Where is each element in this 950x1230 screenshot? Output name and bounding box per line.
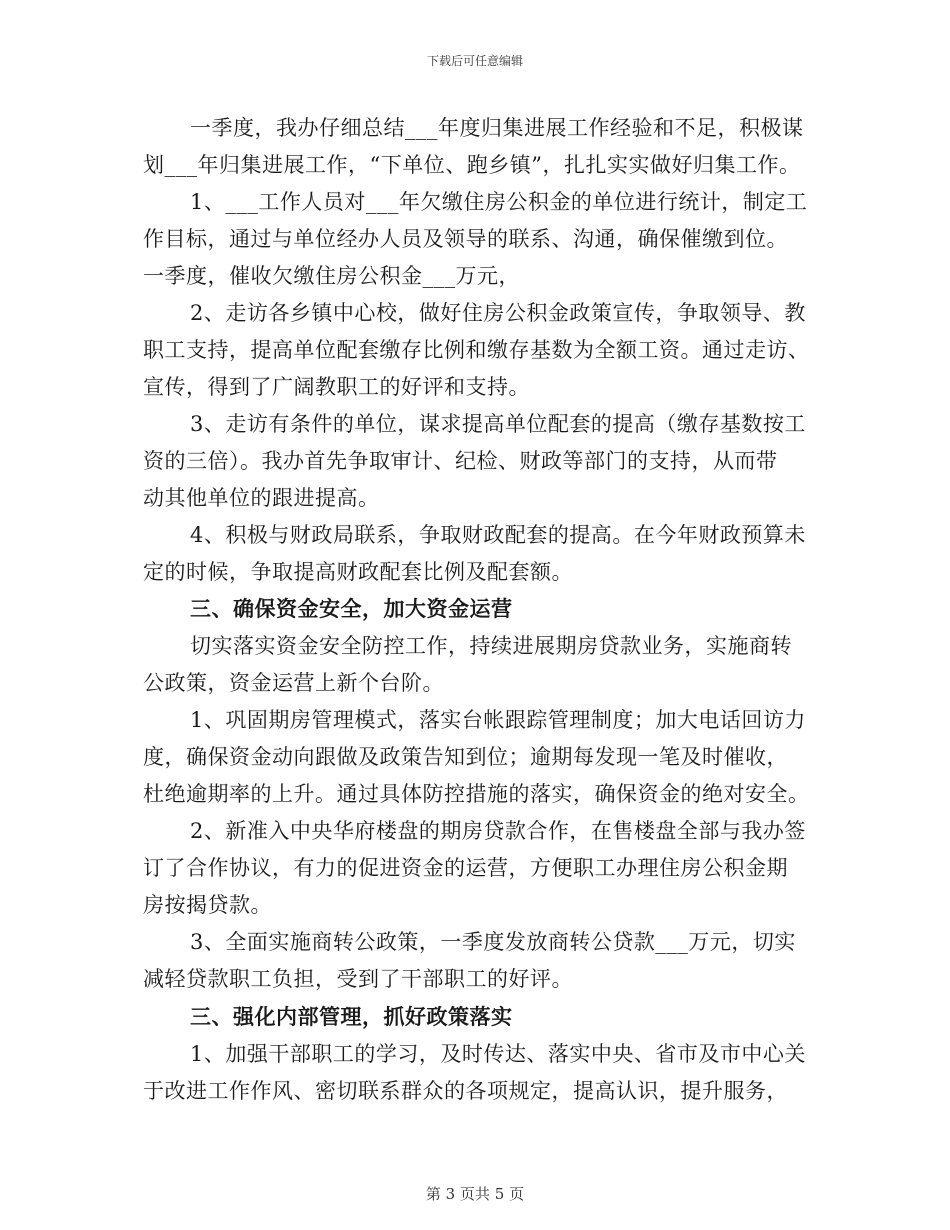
text-line: 公政策，资金运营上新个台阶。 xyxy=(143,671,444,695)
text-line: 作目标，通过与单位经办人员及领导的联系、沟通，确保催缴到位。 xyxy=(143,227,788,251)
text-line: 3、全面实施商转公政策，一季度发放商转公贷款___万元，切实 xyxy=(190,930,796,954)
text-line: 2、走访各乡镇中心校，做好住房公积金政策宣传，争取领导、教 xyxy=(190,301,806,325)
text-line: 1、___工作人员对___年欠缴住房公积金的单位进行统计，制定工 xyxy=(190,190,808,214)
text-line: 2、新准入中央华府楼盘的期房贷款合作，在售楼盘全部与我办签 xyxy=(190,819,806,843)
text-line: 职工支持，提高单位配套缴存比例和缴存基数为全额工资。通过走访、 xyxy=(143,338,810,362)
text-line: 资的三倍）。我办首先争取审计、纪检、财政等部门的支持，从而带 xyxy=(143,449,778,473)
text-line: 划___年归集进展工作，“下单位、跑乡镇”，扎扎实实做好归集工作。 xyxy=(143,153,801,177)
text-line: 宣传，得到了广阔教职工的好评和支持。 xyxy=(143,375,530,399)
section-heading: 三、确保资金安全，加大资金运营 xyxy=(190,596,513,621)
text-line: 一季度，催收欠缴住房公积金___万元， xyxy=(143,264,520,288)
text-line: 4、积极与财政局联系，争取财政配套的提高。在今年财政预算未 xyxy=(190,523,806,547)
page-header: 下载后可任意编辑 xyxy=(426,54,523,68)
text-line: 一季度，我办仔细总结___年度归集进展工作经验和不足，积极谋 xyxy=(190,116,804,140)
page-number: 第 3 页共 5 页 xyxy=(425,1185,525,1203)
text-line: 杜绝逾期率的上升。通过具体防控措施的落实，确保资金的绝对安全。 xyxy=(143,782,810,806)
text-line: 切实落实资金安全防控工作，持续进展期房贷款业务，实施商转 xyxy=(190,634,792,658)
text-line: 房按揭贷款。 xyxy=(143,893,272,917)
text-line: 度，确保资金动向跟做及政策告知到位；逾期每发现一笔及时催收， xyxy=(143,745,788,769)
text-line: 动其他单位的跟进提高。 xyxy=(143,486,380,510)
text-line: 1、巩固期房管理模式，落实台帐跟踪管理制度；加大电话回访力 xyxy=(190,708,806,732)
section-heading: 三、强化内部管理，抓好政策落实 xyxy=(190,1004,513,1029)
text-line: 订了合作协议，有力的促进资金的运营，方便职工办理住房公积金期 xyxy=(143,856,788,880)
text-line: 定的时候，争取提高财政配套比例及配套额。 xyxy=(143,560,573,584)
text-line: 1、加强干部职工的学习，及时传达、落实中央、省市及市中心关 xyxy=(190,1042,806,1066)
text-line: 3、走访有条件的单位，谋求提高单位配套的提高（缴存基数按工 xyxy=(190,412,806,436)
text-line: 减轻贷款职工负担，受到了干部职工的好评。 xyxy=(143,967,573,991)
text-line: 于改进工作作风、密切联系群众的各项规定，提高认识，提升服务， xyxy=(143,1079,788,1103)
